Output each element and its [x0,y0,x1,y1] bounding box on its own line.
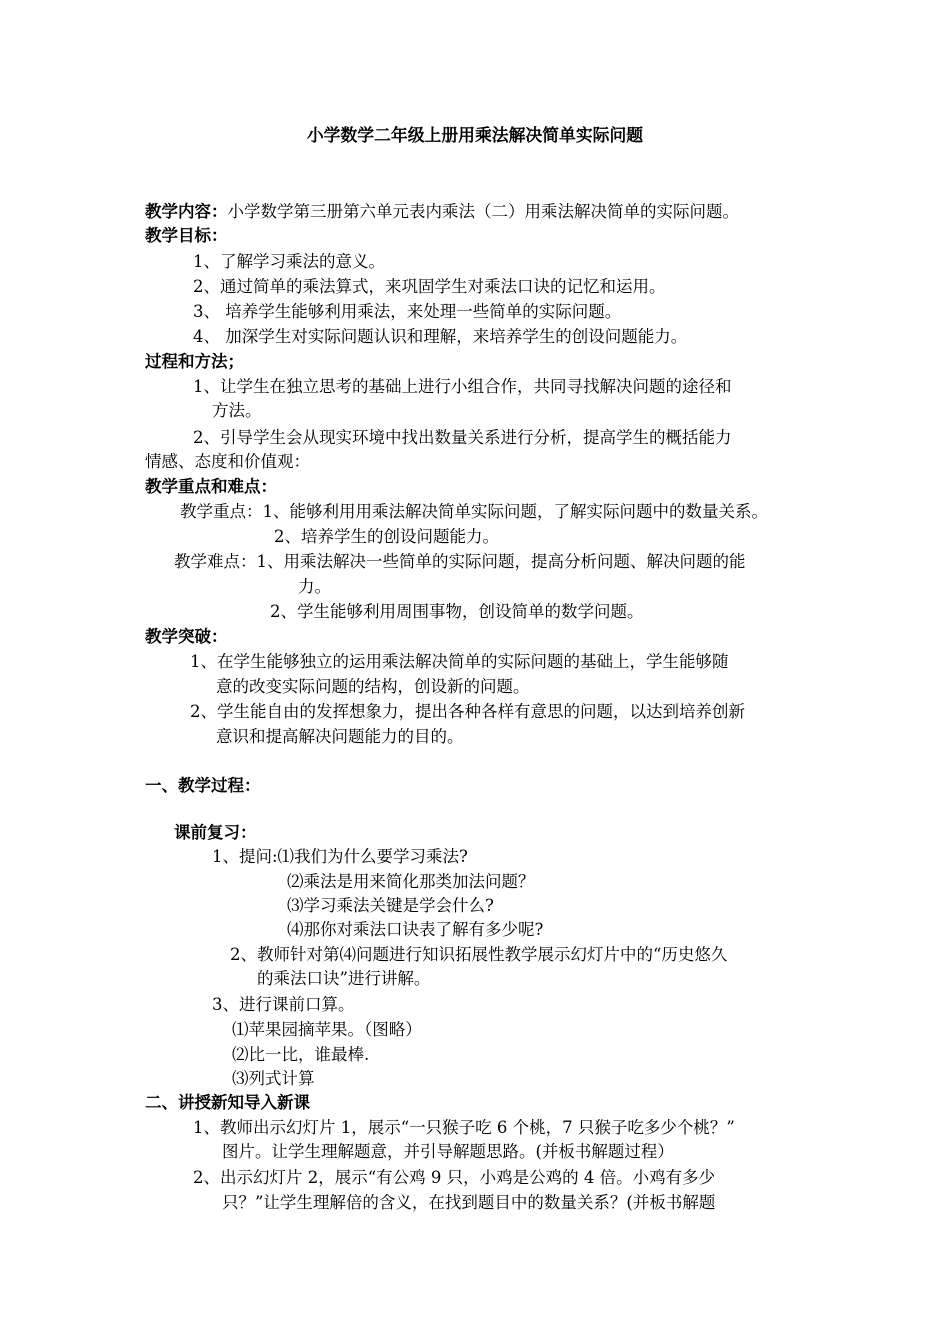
attitude-label: 情感、态度和价值观： [145,452,310,471]
new-lesson-item-2-line-1: 2、出示幻灯片 2，展示“有公鸡 9 只，小鸡是公鸡的 4 倍。小鸡有多少 [193,1168,716,1187]
section-2-heading: 二、讲授新知导入新课 [145,1093,310,1112]
breakthrough-item-2-line-2: 意识和提高解决问题能力的目的。 [216,727,464,746]
new-lesson-item-1-line-2: 图片。让学生理解题意，并引导解题思路。(并板书解题过程） [222,1142,674,1161]
process-item-1-line-1: 1、让学生在独立思考的基础上进行小组合作，共同寻找解决问题的途径和 [193,377,732,396]
process-method-label: 过程和方法； [145,352,244,371]
section-1-heading: 一、教学过程： [145,776,261,795]
difficulty-line-2: 力。 [298,577,331,596]
key-point-line-1: 教学重点：1、能够利用用乘法解决简单实际问题，了解实际问题中的数量关系。 [180,502,768,521]
review-question-4: ⑷那你对乘法口诀表了解有多少呢? [287,920,544,939]
new-lesson-item-1-line-1: 1、教师出示幻灯片 1，展示“一只猴子吃 6 个桃，7 只猴子吃多少个桃？” [193,1118,735,1137]
objective-item-2: 2、通过简单的乘法算式，来巩固学生对乘法口诀的记忆和运用。 [193,277,666,296]
review-sub-item-2: ⑵比一比，谁最棒. [232,1045,370,1064]
objective-item-3: 3、 培养学生能够利用乘法，来处理一些简单的实际问题。 [193,302,622,321]
objectives-label: 教学目标： [145,226,228,245]
breakthrough-item-2-line-1: 2、学生能自由的发挥想象力，提出各种各样有意思的问题，以达到培养创新 [190,702,745,721]
key-point-line-2: 2、培养学生的创设问题能力。 [274,527,499,546]
new-lesson-item-2-line-2: 只？”让学生理解倍的含义，在找到题目中的数量关系？(并板书解题 [222,1193,716,1212]
review-item-3: 3、进行课前口算。 [212,995,355,1014]
review-question-2: ⑵乘法是用来简化那类加法问题？ [287,872,535,891]
content-text: 小学数学第三册第六单元表内乘法（二）用乘法解决简单的实际问题。 [227,202,739,221]
review-item-2-line-1: 2、教师针对第⑷问题进行知识拓展性教学展示幻灯片中的“历史悠久 [230,945,728,964]
review-label: 课前复习： [174,823,257,842]
content-paragraph [145,200,739,224]
review-sub-item-3: ⑶列式计算 [232,1069,315,1088]
objective-item-1: 1、了解学习乘法的意义。 [193,252,385,271]
review-question-3: ⑶学习乘法关键是学会什么? [287,896,494,915]
breakthrough-label: 教学突破： [145,627,228,646]
breakthrough-item-1-line-2: 意的改变实际问题的结构，创设新的问题。 [216,677,530,696]
process-item-2: 2、引导学生会从现实环境中找出数量关系进行分析，提高学生的概括能力 [193,428,732,447]
content-label: 教学内容： [145,202,228,221]
review-item-2-line-2: 的乘法口诀”进行讲解。 [257,969,431,988]
process-item-1-line-2: 方法。 [212,401,262,420]
difficulty-line-1: 教学难点：1、用乘法解决一些简单的实际问题，提高分析问题、解决问题的能 [174,552,746,571]
breakthrough-item-1-line-1: 1、在学生能够独立的运用乘法解决简单的实际问题的基础上，学生能够随 [190,652,729,671]
review-question-1: 1、提问:⑴我们为什么要学习乘法? [212,847,468,866]
objective-item-4: 4、 加深学生对实际问题认识和理解，来培养学生的创设问题能力。 [193,327,688,346]
review-sub-item-1: ⑴苹果园摘苹果。（图略） [232,1020,422,1039]
page-title: 小学数学二年级上册用乘法解决简单实际问题 [306,125,644,145]
key-points-label: 教学重点和难点： [145,477,277,496]
difficulty-line-3: 2、学生能够利用周围事物，创设简单的数学问题。 [270,602,644,621]
